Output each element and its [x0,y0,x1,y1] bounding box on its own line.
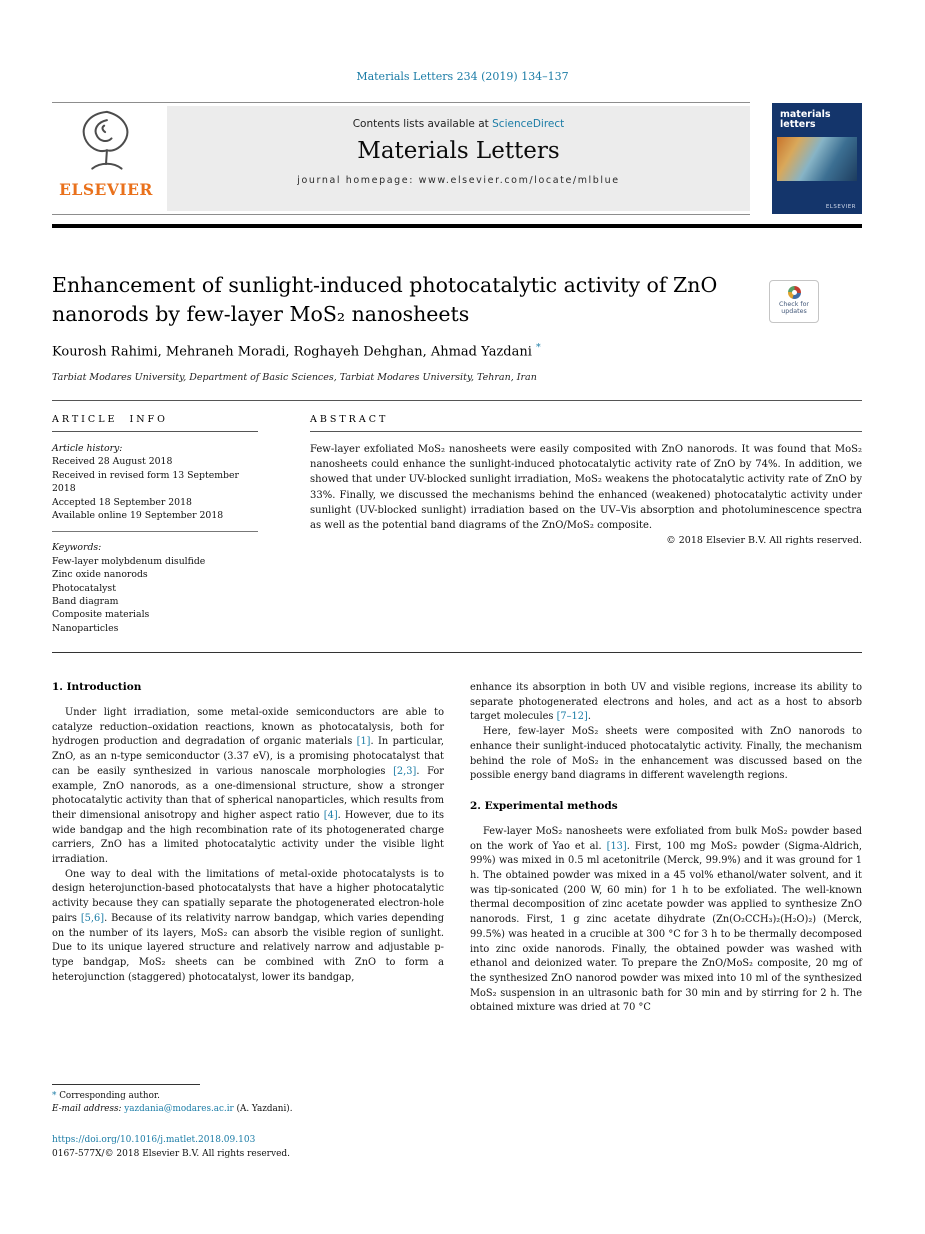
citation-link[interactable]: * [52,1091,60,1101]
text-run: . Because of its relativity narrow bandgap, which varies depending on the number of its layers, MoS₂ can absorb the visible region of sunlight. Due to its unique layered structure and relatively narrow and adjustable p-type bandgap, MoS₂ sheets can be combined with ZnO to form a heterojunction (staggered) photocatalyst, lower its bandgap, [52,912,444,983]
info-divider [52,531,258,532]
section-divider [52,652,862,653]
text-run: . In particular, ZnO, as an n-type semiconductor (3.37 eV), is a promising photocatalyst that can be easily synthesized in various nanoscale morphologies [52,736,444,777]
cover-publisher: ELSEVIER [825,204,856,210]
check-badge-line1: Check for [778,301,810,308]
history-item: Received 28 August 2018 [52,456,173,468]
email-line [52,1103,444,1116]
text-run: Few-layer MoS₂ nanosheets were exfoliated from bulk MoS₂ powder based on the work of Yao et al. [470,825,862,852]
elsevier-logo [52,106,160,211]
history-item: Accepted 18 September 2018 [52,496,192,508]
crossmark-icon [788,286,801,299]
text-run: One way to deal with the limitations of metal-oxide photocatalysts is to design heterojunction-based photocatalysts that have a higher photocatalytic activity because they can spatially separate the photogenerated electron-hole pairs [52,868,444,924]
affiliation: Tarbiat Modares University, Department of Basic Sciences, Tarbiat Modares University, Tehran, Iran [52,372,537,383]
citation-link[interactable]: ScienceDirect [492,118,565,130]
cover-image [777,137,857,181]
text-run: E-mail address: [52,1104,125,1114]
article-info-column [52,414,258,635]
text-run: (A. Yazdani). [233,1104,293,1114]
abstract-heading: ABSTRACT [310,414,389,425]
text-run: Corresponding author. [59,1091,160,1101]
keywords-label: Keywords: [52,542,102,554]
check-for-updates-badge[interactable] [769,280,819,323]
keyword-item: Photocatalyst [52,582,116,594]
paragraph [52,706,444,868]
contents-lists-line [167,118,750,130]
section-heading-introduction: 1. Introduction [52,681,142,693]
abstract-column [310,414,862,546]
text-run: Contents lists available at [352,118,493,130]
elsevier-tree-icon [74,106,138,180]
citation-link[interactable]: [2,3] [393,765,417,777]
keyword-item: Few-layer molybdenum disulfide [52,555,206,567]
abstract-text: Few-layer exfoliated MoS₂ nanosheets were easily composited with ZnO nanorods. It was found that MoS₂ nanosheets could enhance the sunlight-induced photocatalytic activity rate of ZnO by 74%. In addition, we showed that under UV-blocked sunlight irradiation, MoS₂ weakens the photocatalytic activity rate of ZnO by 33%. Finally, we discussed the mechanisms behind the enhanced (weakened) photocatalytic activity under sunlight (UV-blocked sunlight) irradiation based on the UV–Vis absorption and photoluminescence spectra as well as the potential band diagrams of the ZnO/MoS₂ composite. [310,444,862,532]
masthead-bottom-rule [52,214,750,215]
footer-block [52,1134,552,1161]
citation-link[interactable]: yazdania@modares.ac.ir [124,1104,234,1114]
footnote-block [52,1084,444,1116]
text-run: Here, few-layer MoS₂ sheets were composited with ZnO nanorods to enhance their sunlight-induced photocatalytic activity. Finally, the mechanism behind the role of MoS₂ in the enhancement was discussed based on the possible energy band diagrams in different wavelength regions. [470,726,862,782]
masthead-divider [52,224,862,228]
header-rule [52,400,862,401]
citation-link[interactable]: [5,6] [80,912,105,924]
check-badge-label [770,301,818,315]
keyword-item: Band diagram [52,596,119,608]
citation-link[interactable]: * [536,342,541,353]
citation-link[interactable]: [7–12] [556,711,588,723]
corresponding-author-note [52,1090,444,1103]
keyword-item: Nanoparticles [52,622,119,634]
text-run: . However, due to its wide bandgap and the high recombination rate of its photogenerated charge carriers, ZnO has a limited photocatalytic activity under the visible light irradiation. [52,809,445,866]
check-badge-line2: updates [781,308,807,315]
paragraph [470,681,862,725]
doi-link[interactable]: https://doi.org/10.1016/j.matlet.2018.09.103 [52,1135,256,1145]
keyword-item: Composite materials [52,609,150,621]
citation-link[interactable]: [13] [606,840,627,852]
text-run: . [587,711,591,723]
history-label: Article history: [52,443,123,454]
elsevier-wordmark: ELSEVIER [59,180,153,199]
journal-homepage-link[interactable]: journal homepage: www.elsevier.com/locate/mlblue [297,175,620,186]
section-heading-experimental: 2. Experimental methods [470,799,618,812]
abstract-copyright: © 2018 Elsevier B.V. All rights reserved. [666,535,862,547]
journal-title: Materials Letters [357,138,560,164]
footnote-rule [52,1084,200,1085]
citation-link[interactable]: [4] [323,809,338,821]
text-run: . For example, ZnO nanorods, as a one-dimensional structure, show a stronger photocatalytic activity than that of spherical nanoparticles, which results from their dimensional anisotropy and higher aspect ratio [52,765,444,821]
body-left-column [52,681,444,985]
keyword-item: Zinc oxide nanorods [52,569,148,581]
journal-citation: Materials Letters 234 (2019) 134–137 [356,70,569,83]
issn-copyright-line: 0167-577X/© 2018 Elsevier B.V. All rights reserved. [52,1148,291,1159]
article-title: Enhancement of sunlight-induced photocatalytic activity of ZnO nanorods by few-layer MoS₂ nanosheets [52,273,718,326]
article-info-heading: ARTICLE INFO [52,414,168,425]
paragraph [52,868,444,986]
masthead [52,102,862,215]
paragraph [470,825,862,1016]
citation-link[interactable]: [1] [356,736,371,748]
author-list [52,342,812,359]
history-item: Received in revised form 13 September 2018 [52,469,239,495]
history-item: Available online 19 September 2018 [52,510,224,522]
text-run: Under light irradiation, some metal-oxide semiconductors are able to catalyze reduction–oxidation reactions, known as photocatalysis, both for hydrogen production and degradation of organic materials [52,707,444,748]
cover-title: materials letters [780,109,831,130]
text-run: enhance its absorption in both UV and visible regions, increase its ability to separate photogenerated electrons and holes, and act as a host to absorb target molecules [470,682,862,723]
journal-cover [772,103,862,214]
paragraph [470,725,862,784]
abstract-rule [310,431,862,432]
journal-banner [167,106,750,211]
article-info-rule [52,431,258,432]
text-run: . First, 100 mg MoS₂ powder (Sigma-Aldrich, 99%) was mixed in 0.5 ml acetonitrile (Merck, 99.9%) and it was ground for 1 h. The obtained powder was mixed in a 45 vol% ethanol/water solvent, and it was tip-sonicated (200 W, 60 min) for 1 h to be exfoliated. The well-known thermal decomposition of zinc acetate powder was applied to synthesize ZnO nanorods. First, 1 g zinc acetate dihydrate (Zn(O₂CCH₃)₂(H₂O)₂) (Merck, 99.5%) was heated in a crucible at 300 °C for 3 h to be thermally decomposed into zinc oxide nanorods. Finally, the obtained powder was washed with ethanol and deionized water. To prepare the ZnO/MoS₂ composite, 20 mg of the synthesized ZnO nanorod powder was mixed into 10 ml of the synthesized MoS₂ suspension in an ultrasonic bath for 30 min and by stirring for 2 h. The obtained mixture was dried at 70 °C [470,840,862,1014]
body-right-column [470,681,862,1016]
masthead-top-rule [52,102,750,103]
text-run: Kourosh Rahimi, Mehraneh Moradi, Roghayeh Dehghan, Ahmad Yazdani [52,344,537,360]
